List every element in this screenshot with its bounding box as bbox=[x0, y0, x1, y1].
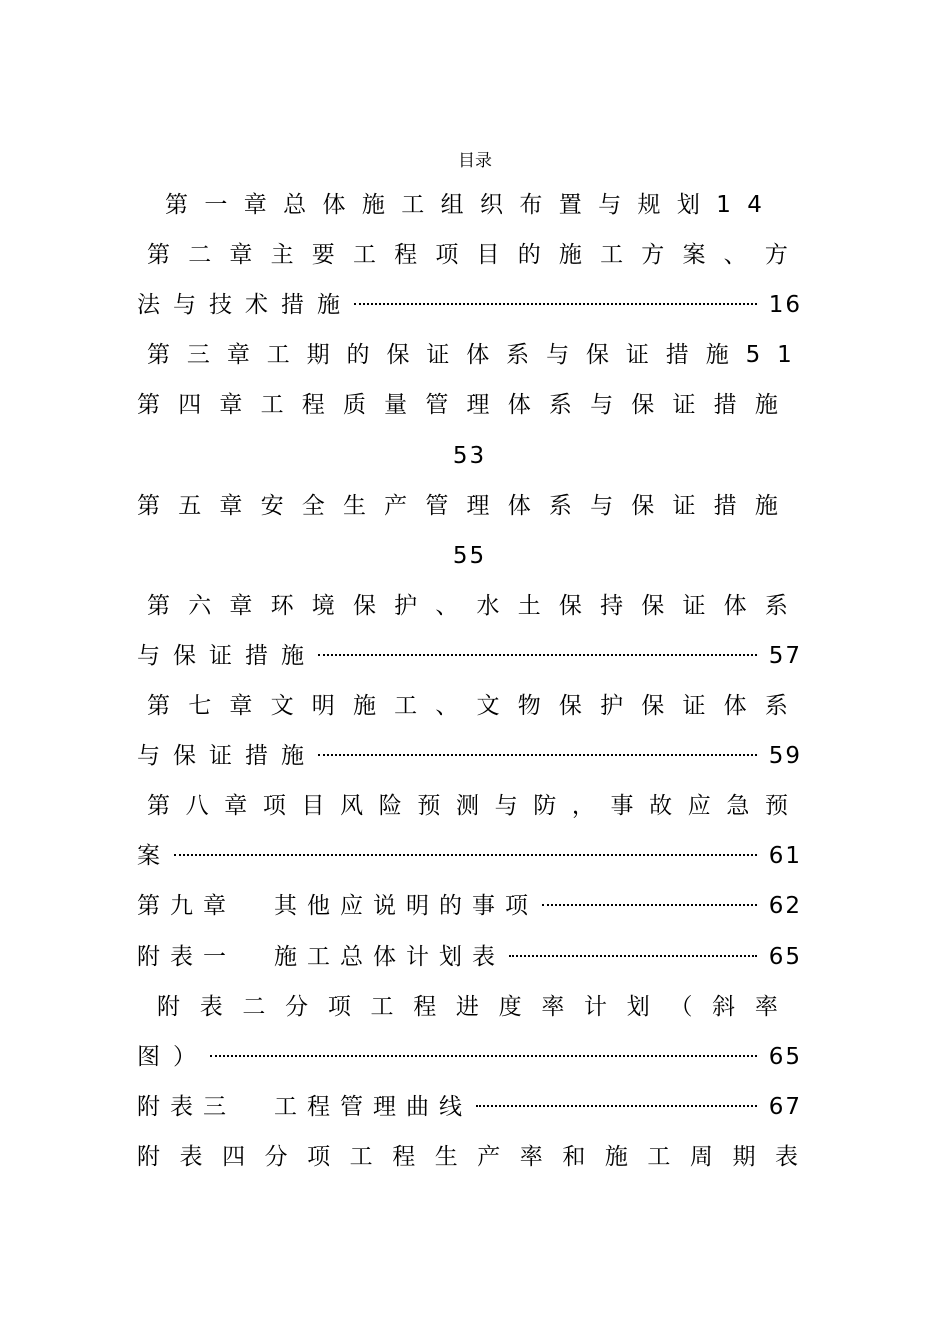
toc-line: 第 七 章 文 明 施 工 、 文 物 保 护 保 证 体 系 bbox=[147, 693, 788, 719]
leader-dots bbox=[318, 754, 757, 756]
toc-line: 第 六 章 环 境 保 护 、 水 土 保 持 保 证 体 系 bbox=[147, 592, 788, 619]
leader-dots bbox=[476, 1105, 757, 1107]
toc-entry-label: 与 保 证 措 施 bbox=[137, 743, 304, 770]
leader-dots bbox=[210, 1055, 757, 1057]
toc-entry-label: 图 ） bbox=[137, 1043, 196, 1070]
toc-line: 第 八 章 项 目 风 险 预 测 与 防 ， 事 故 应 急 预 bbox=[147, 793, 788, 820]
toc-line: 第 四 章 工 程 质 量 管 理 体 系 与 保 证 措 施 bbox=[137, 392, 778, 419]
toc-line: 附 表 二 分 项 工 程 进 度 率 计 划 （ 斜 率 bbox=[157, 993, 778, 1020]
toc-entry-label: 法 与 技 术 措 施 bbox=[137, 292, 340, 319]
page-number: 65 bbox=[768, 943, 802, 970]
toc-entry-label: 附 表 一 施 工 总 体 计 划 表 bbox=[137, 943, 495, 970]
page-number: 16 bbox=[768, 292, 802, 319]
toc-entry-label: 与 保 证 措 施 bbox=[137, 642, 304, 669]
leader-dots bbox=[174, 854, 757, 856]
toc-line: 附 表 四 分 项 工 程 生 产 率 和 施 工 周 期 表 bbox=[137, 1143, 798, 1170]
toc-line bbox=[137, 889, 802, 923]
toc-line bbox=[137, 839, 802, 873]
leader-dots bbox=[354, 303, 757, 305]
toc-line bbox=[137, 288, 802, 322]
leader-dots bbox=[509, 955, 757, 957]
toc-line: 53 bbox=[452, 442, 487, 469]
toc-line: 第 一 章 总 体 施 工 组 织 布 置 与 规 划 1 4 bbox=[165, 192, 762, 218]
page-number: 65 bbox=[768, 1043, 802, 1070]
toc-line bbox=[137, 739, 802, 773]
leader-dots bbox=[542, 904, 757, 906]
toc-line: 第 五 章 安 全 生 产 管 理 体 系 与 保 证 措 施 bbox=[137, 492, 778, 519]
toc-line bbox=[137, 639, 802, 673]
toc-line: 第 二 章 主 要 工 程 项 目 的 施 工 方 案 、 方 bbox=[147, 242, 788, 269]
toc-entry-label: 案 bbox=[137, 843, 160, 870]
toc-title: 目录 bbox=[458, 151, 492, 171]
page-number: 62 bbox=[768, 893, 802, 920]
toc-line: 第 三 章 工 期 的 保 证 体 系 与 保 证 措 施 5 1 bbox=[147, 342, 792, 369]
page-number: 67 bbox=[768, 1093, 802, 1120]
leader-dots bbox=[318, 654, 757, 656]
page-number: 61 bbox=[768, 843, 802, 870]
toc-line bbox=[137, 1040, 802, 1074]
page-number: 59 bbox=[768, 743, 802, 770]
toc-entry-label: 附 表 三 工 程 管 理 曲 线 bbox=[137, 1093, 462, 1120]
toc-line bbox=[137, 1090, 802, 1124]
page-number: 57 bbox=[768, 642, 802, 669]
toc-entry-label: 第 九 章 其 他 应 说 明 的 事 项 bbox=[137, 893, 528, 920]
toc-line: 55 bbox=[452, 542, 487, 569]
toc-line bbox=[137, 940, 802, 974]
